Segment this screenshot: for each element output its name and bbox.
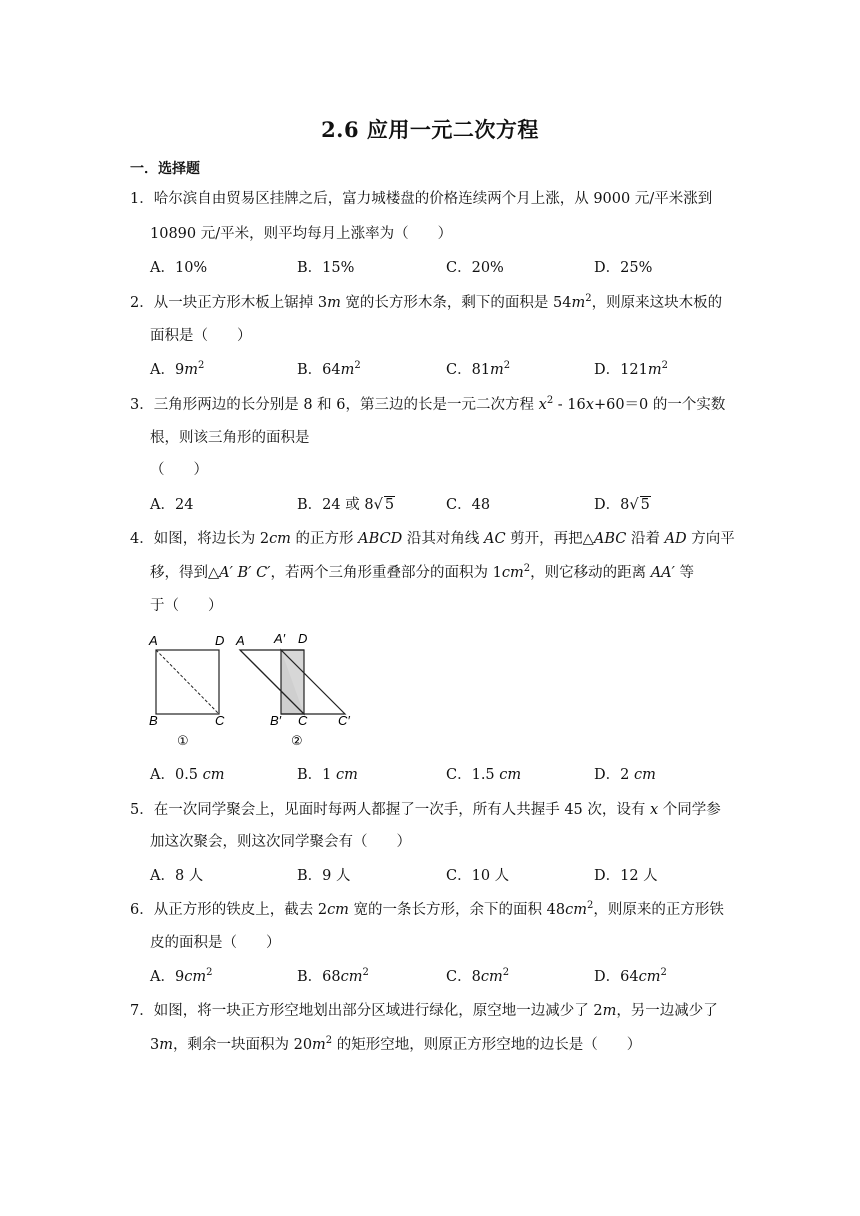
- q1-option-d: D．25%: [594, 260, 653, 276]
- q4-option-b: B．1 cm: [297, 767, 358, 783]
- q2-option-a: A．$9m^2$: [150, 360, 205, 378]
- fig2-label-a: A: [236, 633, 245, 648]
- q5-option-a: A．8 人: [150, 868, 204, 884]
- question-6-line-2: 皮的面积是（ ）: [150, 935, 281, 951]
- fig2-label-d: D: [298, 631, 308, 646]
- fig2-label-a-prime: A′: [274, 631, 286, 646]
- fig2-label-b-prime: B′: [270, 713, 282, 728]
- fig2-label-c: C: [298, 713, 308, 728]
- question-5-line-2: 加这次聚会，则这次同学聚会有（ ）: [150, 834, 411, 850]
- fig2-label-c-prime: C′: [338, 713, 350, 728]
- question-1-line-1: 1．哈尔滨自由贸易区挂牌之后，富力城楼盘的价格连续两个月上涨，从 9000 元/平米涨到: [130, 191, 713, 207]
- figure-1-square: [148, 633, 225, 748]
- q4-option-a: A．0.5 cm: [150, 767, 225, 783]
- question-5-line-1: 5．在一次同学聚会上，见面时每两人都握了一次手，所有人共握手 45 次，设有 x 个同学参: [130, 802, 721, 818]
- question-6-line-1: 6．从正方形的铁皮上，截去 2cm 宽的一条长方形，余下的面积 $48cm^2$，则原来的正方形铁: [130, 900, 724, 918]
- fig1-label-a: A: [149, 633, 158, 648]
- section-heading: 一．选择题: [130, 161, 200, 177]
- q6-option-a: A．$9cm^2$: [150, 967, 213, 985]
- sqrt-symbol: √ 5: [629, 497, 650, 513]
- fig1-label-c: C: [215, 713, 225, 728]
- q4-option-c: C．1.5 cm: [446, 767, 522, 783]
- question-7-line-1: 7．如图，将一块正方形空地划出部分区域进行绿化，原空地一边减少了 2m，另一边减少了: [130, 1003, 718, 1019]
- sqrt-symbol: √ 5: [373, 497, 395, 513]
- q3-option-b: B．24 或 8√ 5: [297, 497, 395, 513]
- q2-option-c: C．$81m^2$: [446, 360, 511, 378]
- question-2-line-2: 面积是（ ）: [150, 328, 252, 344]
- q5-option-b: B．9 人: [297, 868, 351, 884]
- fig1-label-d: D: [215, 633, 225, 648]
- q1-option-c: C．20%: [446, 260, 504, 276]
- q4-figure: [140, 626, 370, 751]
- q1-option-a: A．10%: [150, 260, 208, 276]
- q5-option-d: D．12 人: [594, 868, 658, 884]
- q4-option-d: D．2 cm: [594, 767, 656, 783]
- figure-2-translation: [235, 631, 350, 748]
- page-title: 2.6 应用一元二次方程: [321, 117, 539, 142]
- fig2-number: ②: [291, 733, 303, 748]
- question-3-line-2: 根，则该三角形的面积是: [150, 430, 310, 446]
- question-3-line-1: 3．三角形两边的长分别是 8 和 6，第三边的长是一元二次方程 $x^2 - 16x+60=0$ 的一个实数: [130, 395, 726, 413]
- fig1-number: ①: [177, 733, 189, 748]
- question-2-line-1: 2．从一块正方形木板上锯掉 3m 宽的长方形木条，剩下的面积是 $54m^2$，则原来这块木板的: [130, 293, 723, 311]
- q2-option-b: B．$64m^2$: [297, 360, 361, 378]
- question-4-line-3: 于（ ）: [150, 598, 223, 614]
- question-3-line-3: （ ）: [150, 462, 208, 478]
- q3-option-c: C．48: [446, 497, 491, 513]
- question-4-line-2: 移，得到△A′ B′ C′，若两个三角形重叠部分的面积为 $1cm^2$，则它移动的距离 AA′ 等: [150, 563, 695, 581]
- question-1-line-2: 10890 元/平米，则平均每月上涨率为（ ）: [150, 226, 453, 242]
- fig1-label-b: B: [149, 713, 158, 728]
- q5-option-c: C．10 人: [446, 868, 510, 884]
- q1-option-b: B．15%: [297, 260, 355, 276]
- q3-option-d: D．8√ 5: [594, 497, 650, 513]
- q2-option-d: D．$121m^2$: [594, 360, 668, 378]
- question-4-line-1: 4．如图，将边长为 2cm 的正方形 ABCD 沿其对角线 AC 剪开，再把△ABC 沿着 AD 方向平: [130, 531, 735, 547]
- q6-option-c: C．$8cm^2$: [446, 967, 510, 985]
- q6-option-b: B．$68cm^2$: [297, 967, 369, 985]
- q6-option-d: D．$64cm^2$: [594, 967, 667, 985]
- q3-option-a: A．24: [150, 497, 194, 513]
- question-7-line-2: 3m，剩余一块面积为 $20m^2$ 的矩形空地，则原正方形空地的边长是（ ）: [150, 1035, 642, 1053]
